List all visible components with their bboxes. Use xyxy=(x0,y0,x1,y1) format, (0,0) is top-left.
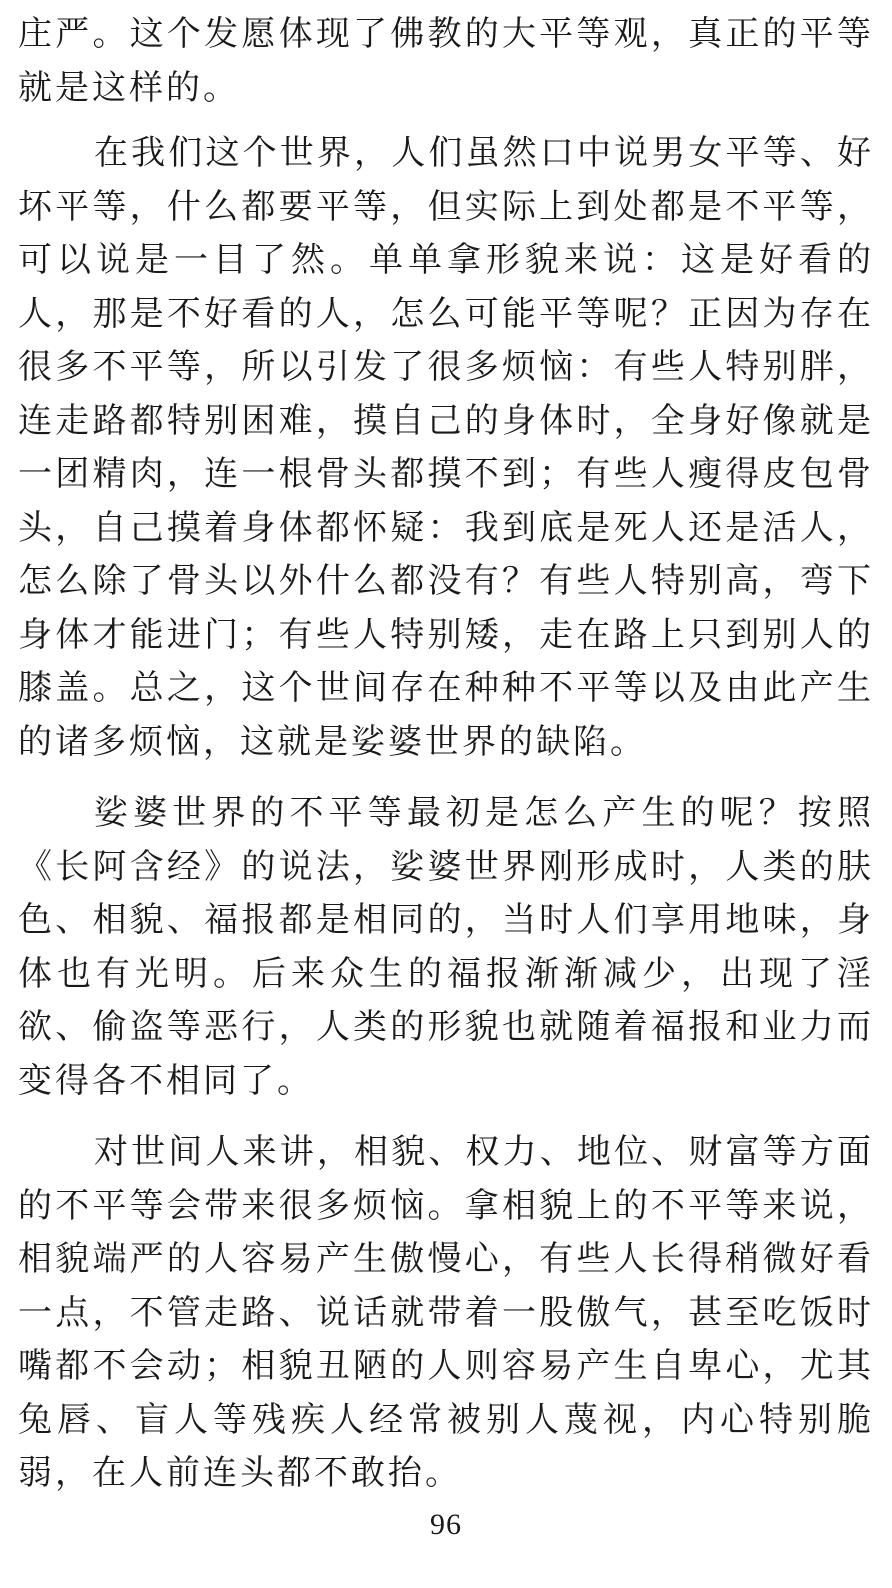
paragraph-continuation: 庄严。这个发愿体现了佛教的大平等观，真正的平等就是这样的。 xyxy=(18,14,874,108)
paragraph-appearance-inequality: 对世间人来讲，相貌、权力、地位、财富等方面的不平等会带来很多烦恼。拿相貌上的不平等来说，相貌端严的人容易产生傲慢心，有些人长得稍微好看一点，不管走路、说话就带着一股傲气，甚至吃饭时嘴都不会动；相貌丑陋的人则容易产生自卑心，尤其兔唇、盲人等残疾人经常被别人蔑视，内心特别脆弱，在人前连头都不敢抬。 xyxy=(18,1132,874,1493)
paragraph-origin-of-inequality: 娑婆世界的不平等最初是怎么产生的呢？按照《长阿含经》的说法，娑婆世界刚形成时，人类的肤色、相貌、福报都是相同的，当时人们享用地味，身体也有光明。后来众生的福报渐渐减少，出现了淫欲、偷盗等恶行，人类的形貌也就随着福报和业力而变得各不相同了。 xyxy=(18,793,874,1101)
page-number: 96 xyxy=(430,1508,462,1541)
page-body xyxy=(18,8,874,1519)
paragraph-inequality-in-world: 在我们这个世界，人们虽然口中说男女平等、好坏平等，什么都要平等，但实际上到处都是不平等，可以说是一目了然。单单拿形貌来说：这是好看的人，那是不好看的人，怎么可能平等呢？正因为存在很多不平等，所以引发了很多烦恼：有些人特别胖，连走路都特别困难，摸自己的身体时，全身好像就是一团精肉，连一根骨头都摸不到；有些人瘦得皮包骨头，自己摸着身体都怀疑：我到底是死人还是活人，怎么除了骨头以外什么都没有？有些人特别高，弯下身体才能进门；有些人特别矮，走在路上只到别人的膝盖。总之，这个世间存在种种不平等以及由此产生的诸多烦恼，这就是娑婆世界的缺陷。 xyxy=(18,133,874,762)
